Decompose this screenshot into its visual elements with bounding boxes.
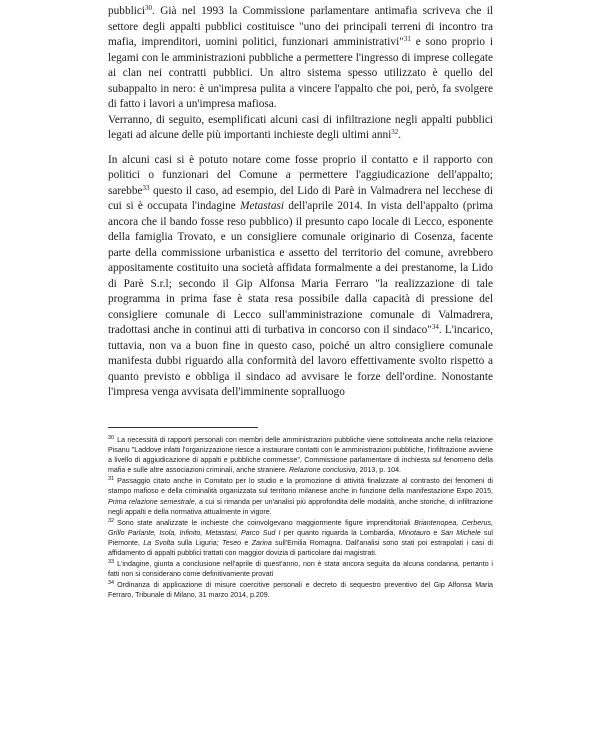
- footnote-ref: 33: [142, 183, 150, 192]
- footnote-ref: 30: [145, 4, 153, 12]
- text-run: Verranno, di seguito, esemplificati alcuni casi di infiltrazione negli appalti pubblici legati ad alcune delle più importanti inchieste degli ultimi anni: [108, 113, 493, 141]
- footnote-number: 31: [108, 476, 115, 483]
- paragraph-1: [108, 4, 493, 113]
- text-run: e sono proprio i legami con le amministrazioni pubbliche a permettere l'ingresso di imprese collegate ai clan nei contratti pubblici. Un altro sistema spesso utilizzato è quello del subappalto in nero: è un'impresa pulita a vincere l'appalto che poi, però, fa svolgere di fatto i lavori a un'impresa mafiosa.: [108, 36, 493, 110]
- text-run: sulla Liguria;: [174, 538, 223, 547]
- footnote-separator: [108, 427, 258, 428]
- text-run: Passaggio citato anche in Comitato per lo studio e la promozione di attività finalizzate al contrasto dei fenomeni di stampo mafioso e della criminalità organizzata sul territorio milanese anche in funzione della manifestazione Expo 2015,: [108, 477, 493, 496]
- italic-text: Metastasi: [240, 200, 285, 212]
- footnote-number: 33: [108, 559, 115, 566]
- text-run: La necessità di rapporti personali con membri delle amministrazioni pubbliche viene sottolineata anche nella relazione Pisanu "Laddove infatti l'organizzazione riesce a instaurare contatti con le amministrazioni pubbliche, l'infiltrazione avviene a livello di aggiudicazione di appalti e pubbliche commesse", Commissione parlamentare di inchiesta sul fenomeno della mafia e sulle altre associazioni criminali, anche straniere.: [108, 436, 493, 475]
- footnote-number: 32: [108, 517, 115, 524]
- text-run: e: [430, 528, 441, 537]
- text-run: dell'aprile 2014. In vista dell'appalto (prima ancora che il bando fosse reso pubblico) il presunto capo locale di Lecco, esponente della famiglia Trovato, e un consigliere comunale originario di Cosenza, facente parte della commissione urbanistica e assetto del territorio del comune, avrebbero appositamente costituito una società affidata formalmente a dei prestanome, la Lido di Parè S.r.l; secondo il Gip Alfonsa Maria Ferraro "la realizzazione di tale programma in prima fase è stata resa possibile dalla capacità di pressione del consigliere comunale di Lecco sull'amministrazione comunale di Valmadrera, tradottasi anche in continui atti di turbativa in concorso con il sindaco": [108, 200, 494, 336]
- footnote-ref: 34: [431, 323, 439, 331]
- text-run: e: [241, 538, 252, 547]
- text-run: sull'Emilia Romagna. Dall'analisi sono stati poi estrapolati i casi di affidamento di appalti pubblici trattati con maggior dovizia di particolare dai magistrati.: [108, 538, 493, 558]
- paragraph-3: [108, 153, 493, 401]
- italic-text: Prima relazione semestrale: [108, 497, 195, 506]
- italic-text: San Michele: [440, 528, 481, 537]
- footnote-30: [108, 435, 493, 475]
- footnote-text: [108, 560, 493, 578]
- text-run: questo il caso, ad esempio, del Lido di Parè in Valmadrera nel lecchese di cui si è occupata l'indagine: [108, 184, 493, 212]
- text-run: In alcuni casi si è potuto notare come fosse proprio il contatto e il rapporto con politici o funzionari del Comune a permettere l'aggiudicazione dell'appalto; sarebbe: [108, 153, 493, 197]
- footnote-text: [108, 436, 493, 474]
- italic-text: Teseo: [222, 538, 242, 547]
- footnote-32: [108, 518, 493, 558]
- text-run: . L'incarico, tuttavia, non va a buon fine in questo caso, poiché un altro consigliere comunale manifesta dubbi riguardo alla conformità del lavoro effettivamente svolto rispetto a quanto previsto e obbliga il sindaco ad avvisare le forze dell'ordine. Nonostante l'impresa venga avvisata dell'imminente sopralluogo: [108, 324, 493, 398]
- italic-text: Minotauro: [398, 528, 431, 537]
- text-run: , 2013, p. 104.: [355, 466, 401, 475]
- text-run: pubblici: [108, 5, 146, 17]
- footnote-ref: 32: [391, 128, 399, 136]
- paragraph-2: [108, 113, 493, 144]
- text-run: Ordinanza di applicazione di misure coercitive personali e decreto di sequestro preventivo del Gip Alfonsa Maria Ferraro, Tribunale di Milano, 31 marzo 2014, p.209.: [108, 581, 493, 600]
- italic-text: Zarina: [251, 538, 272, 547]
- footnote-number: 34: [108, 580, 115, 587]
- footnote-34: [108, 580, 493, 600]
- text-run: per quanto riguarda la Lombardia,: [280, 528, 399, 537]
- italic-text: La Svolta: [143, 538, 175, 547]
- footnote-31: [108, 476, 493, 516]
- text-run: Sono state analizzate le inchieste che coinvolgevano maggiormente figure imprenditoriali: [117, 518, 415, 527]
- text-run: . Già nel 1993 la Commissione parlamentare antimafia scriveva che il settore degli appalti pubblici costituisce "uno dei principali terreni di incontro tra mafia, imprenditori, uomini politici, funzionari amministrativi": [108, 5, 493, 48]
- footnote-number: 30: [108, 435, 115, 441]
- body-text: [108, 4, 493, 401]
- italic-text: Relazione conclusiva: [288, 466, 356, 475]
- text-run: , a cui si rimanda per un'analisi più approfondita delle modalità, anche storiche, di infiltrazione negli appalti e della normativa attualmente in vigore.: [108, 497, 493, 516]
- text-run: .: [398, 129, 402, 141]
- footnote-33: [108, 559, 493, 579]
- footnote-text: [108, 519, 493, 557]
- footnote-text: [108, 581, 493, 599]
- footnote-ref: 31: [403, 35, 411, 43]
- text-run: L'indagine, giunta a conclusione nell'aprile di quest'anno, non è stata ancora seguita da alcuna condanna, pertanto i fatti non si considerano come definitivamente provati: [108, 560, 493, 579]
- footnote-text: [108, 477, 493, 515]
- text-run: sul Piemonte,: [108, 528, 493, 547]
- italic-text: Briantenopea, Cerberus, Grillo Parlante, Isola, Infinito, Metastasi, Parco Sud I: [108, 518, 493, 537]
- footnotes: [108, 435, 493, 602]
